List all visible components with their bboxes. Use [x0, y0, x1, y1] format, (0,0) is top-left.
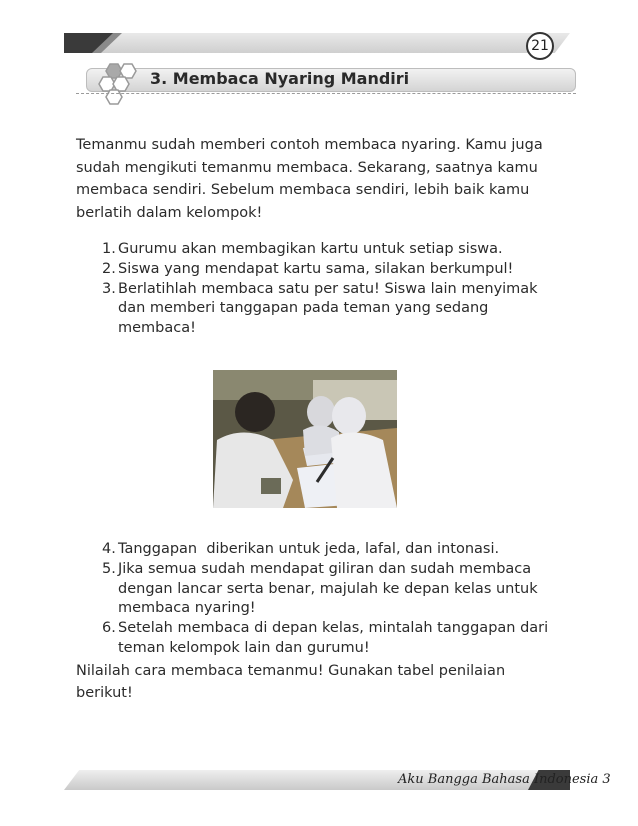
list-number: 6. — [102, 620, 116, 637]
list-item — [76, 240, 566, 260]
list-text: Berlatihlah membaca satu per satu! Siswa lain menyimak dan memberi tanggapan pada teman yang sedang membaca! — [118, 280, 538, 337]
list-item — [76, 260, 566, 280]
divider — [76, 93, 576, 94]
list-text: Jika semua sudah mendapat giliran dan sudah membaca dengan lancar serta benar, majulah ke depan kelas untuk membaca nyaring! — [118, 560, 538, 617]
classroom-photo — [213, 370, 397, 508]
list-number: 4. — [102, 541, 116, 557]
footer-book-title: Aku Bangga Bahasa Indonesia 3 — [398, 772, 611, 787]
list-number: 1. — [102, 241, 116, 257]
list-item — [76, 280, 566, 339]
intro-paragraph: Temanmu sudah memberi contoh membaca nyaring. Kamu juga sudah mengikuti temanmu membaca. Sekarang, saatnya kamu membaca sendiri. Sebelum membaca sendiri, lebih baik kamu berlatih dalam kelompok! — [76, 137, 543, 221]
list-text: Gurumu akan membagikan kartu untuk setiap siswa. — [118, 241, 503, 257]
list-text: Siswa yang mendapat kartu sama, silakan berkumpul! — [118, 260, 514, 277]
list-item — [76, 540, 566, 560]
hexagon-cluster-icon — [96, 62, 142, 108]
header-band — [64, 33, 570, 53]
page-number: 21 — [526, 32, 554, 60]
list-number: 2. — [102, 260, 116, 277]
list-item — [76, 619, 566, 659]
steps-list-2 — [76, 540, 566, 659]
list-number: 3. — [102, 280, 116, 297]
closing-paragraph: Nilailah cara membaca temanmu! Gunakan tabel penilaian berikut! — [76, 663, 506, 701]
section-title: 3. Membaca Nyaring Mandiri — [150, 69, 410, 88]
list-item — [76, 560, 566, 619]
list-text: Tanggapan diberikan untuk jeda, lafal, dan intonasi. — [118, 541, 500, 557]
steps-list-1 — [76, 240, 566, 339]
list-number: 5. — [102, 560, 116, 577]
list-text: Setelah membaca di depan kelas, mintalah tanggapan dari teman kelompok lain dan gurumu! — [118, 620, 549, 656]
